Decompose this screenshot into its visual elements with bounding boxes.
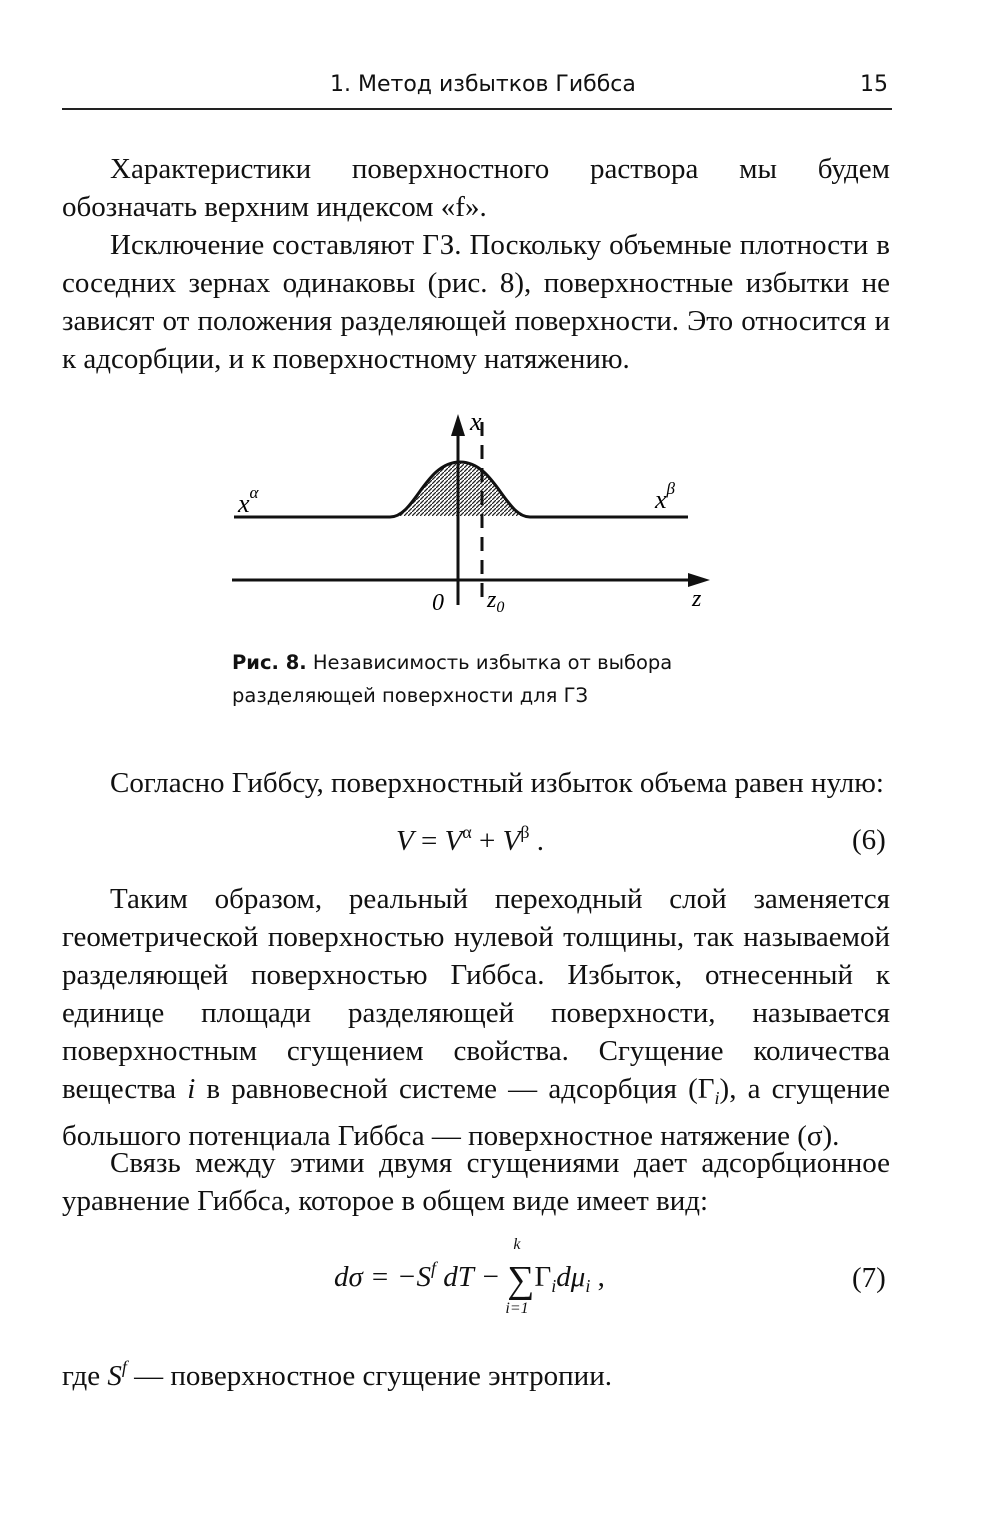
equation-7: $d\sigma = -S^f$ dT − k ∑ i=1 $\Gamma_id\mu_i$ , (334, 1236, 605, 1317)
equation-6: $V = V^\alpha + V^\beta$ . (396, 822, 544, 857)
figure-8 (220, 400, 740, 630)
origin-label: 0 (432, 590, 444, 616)
z0-label: $z_0$ (487, 587, 505, 616)
figure-caption: Рис. 8. Независимость избытка от выбора разделяющей поверхности для ГЗ (232, 651, 673, 707)
figure-number: Рис. 8. (232, 651, 307, 674)
equation-6-number: (6) (852, 824, 886, 856)
x-beta-label: $x^\beta$ (655, 479, 676, 514)
paragraph-4: Таким образом, реальный переходный слой заменяется геометрической поверхностью нулевой толщины, так называемой разделяющей поверхностью Гиббса. Избыток, отнесенный к единице площади разделяющей поверхности, называется поверхностным сгущением свойства. Сгущение количества вещества i в равновесной системе — адсорбция $(\Gamma_i)$, а сгущение большого потенциала Гиббса — поверхностное натяжение (σ). (62, 883, 890, 1152)
running-header (62, 70, 892, 110)
x-alpha-label: $x^\alpha$ (238, 483, 259, 518)
paragraph-3: Согласно Гиббсу, поверхностный избыток объема равен нулю: (110, 767, 884, 799)
z-axis-label: z (692, 586, 702, 612)
equation-7-number: (7) (852, 1262, 886, 1294)
page-number: 15 (860, 72, 888, 97)
summation-sign: k ∑ i=1 (505, 1236, 535, 1317)
z-axis-arrow (688, 573, 710, 587)
paragraph-1: Характеристики поверхностного раствора мы будем обозначать верхним индексом «f». (62, 153, 890, 223)
excess-area (390, 462, 530, 516)
paragraph-5: Связь между этими двумя сгущениями дает адсорбционное уравнение Гиббса, которое в общем виде имеет вид: (62, 1147, 890, 1217)
paragraph-6: где $S^f$ — поверхностное сгущение энтропии. (62, 1357, 612, 1392)
x-axis-arrow (451, 414, 465, 436)
x-axis-label: x (470, 407, 482, 436)
chapter-title: 1. Метод избытков Гиббса (330, 72, 636, 97)
paragraph-2: Исключение составляют ГЗ. Поскольку объемные плотности в соседних зернах одинаковы (рис. 8), поверхностные избытки не зависят от положения разделяющей поверхности. Это относится и к адсорбции, и к поверхностному натяжению. (62, 229, 890, 375)
